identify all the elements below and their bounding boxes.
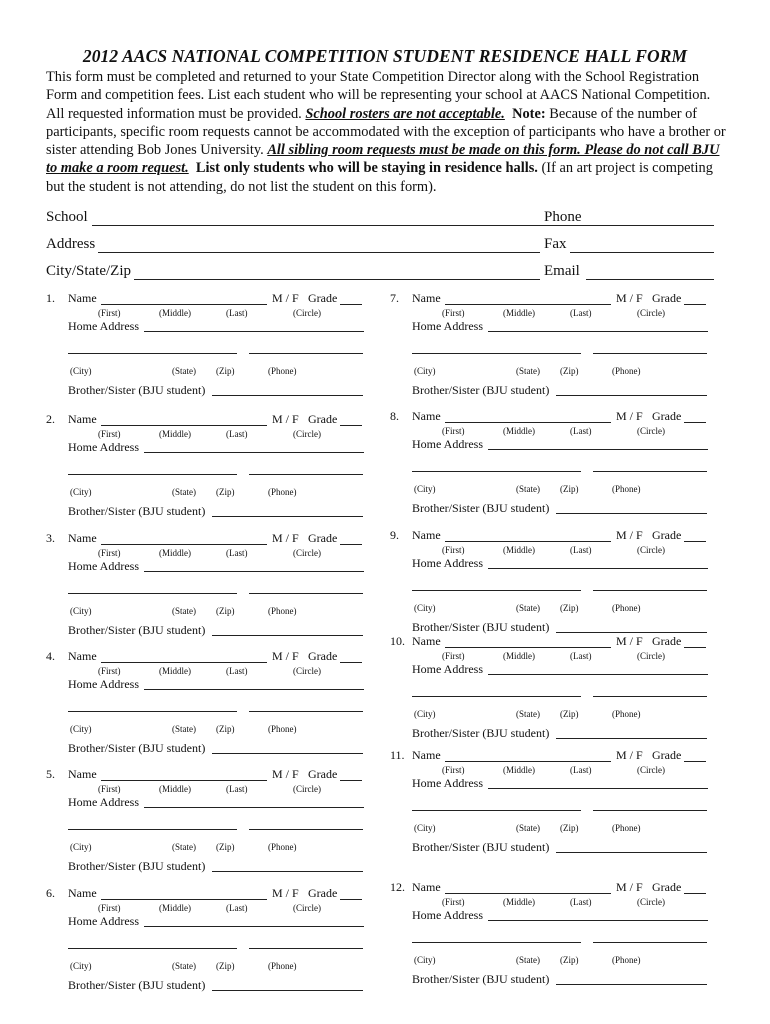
middle-sublabel: (Middle) xyxy=(159,666,191,676)
entry-phone-sublabel: (Phone) xyxy=(268,366,297,376)
fax-label: Fax xyxy=(544,236,567,252)
student-entry xyxy=(390,880,725,990)
name-label: Name xyxy=(412,409,441,423)
phone-input-line[interactable] xyxy=(593,353,707,354)
grade-input-line[interactable] xyxy=(340,304,362,305)
entry-phone-sublabel: (Phone) xyxy=(612,484,641,494)
home-address-label: Home Address xyxy=(412,437,483,451)
student-entry xyxy=(46,412,381,522)
entry-number: 1. xyxy=(46,291,55,305)
entry-number: 6. xyxy=(46,886,55,900)
state-sublabel: (State) xyxy=(516,603,540,613)
last-sublabel: (Last) xyxy=(226,784,248,794)
address-input-line[interactable] xyxy=(98,252,540,253)
student-entry xyxy=(46,886,381,996)
city-state-zip-input-line[interactable] xyxy=(412,696,581,697)
sibling-label: Brother/Sister (BJU student) xyxy=(68,504,206,518)
state-sublabel: (State) xyxy=(172,724,196,734)
city-sublabel: (City) xyxy=(70,961,92,971)
city-state-zip-row xyxy=(46,262,716,282)
name-label: Name xyxy=(412,291,441,305)
grade-input-line[interactable] xyxy=(684,761,706,762)
sibling-input-line[interactable] xyxy=(212,635,363,636)
student-entry xyxy=(390,748,725,858)
entry-number: 11. xyxy=(390,748,405,762)
sibling-input-line[interactable] xyxy=(212,395,363,396)
zip-sublabel: (Zip) xyxy=(560,709,579,719)
zip-sublabel: (Zip) xyxy=(560,955,579,965)
last-sublabel: (Last) xyxy=(226,666,248,676)
home-address-input-line[interactable] xyxy=(144,926,364,927)
grade-input-line[interactable] xyxy=(684,893,706,894)
sibling-label: Brother/Sister (BJU student) xyxy=(412,383,550,397)
home-address-label: Home Address xyxy=(68,319,139,333)
first-sublabel: (First) xyxy=(98,548,121,558)
grade-label: Grade xyxy=(652,748,682,762)
state-sublabel: (State) xyxy=(172,487,196,497)
email-label: Email xyxy=(544,263,580,279)
sibling-label: Brother/Sister (BJU student) xyxy=(68,623,206,637)
circle-sublabel: (Circle) xyxy=(293,903,321,913)
middle-sublabel: (Middle) xyxy=(503,545,535,555)
home-address-input-line[interactable] xyxy=(488,449,708,450)
entry-phone-sublabel: (Phone) xyxy=(612,955,641,965)
last-sublabel: (Last) xyxy=(226,308,248,318)
city-sublabel: (City) xyxy=(414,366,436,376)
entry-number: 4. xyxy=(46,649,55,663)
circle-sublabel: (Circle) xyxy=(293,666,321,676)
entry-number: 3. xyxy=(46,531,55,545)
city-sublabel: (City) xyxy=(70,842,92,852)
state-sublabel: (State) xyxy=(516,366,540,376)
middle-sublabel: (Middle) xyxy=(503,897,535,907)
grade-label: Grade xyxy=(308,531,338,545)
gender-label[interactable]: M / F xyxy=(272,886,299,900)
home-address-input-line[interactable] xyxy=(488,568,708,569)
sibling-input-line[interactable] xyxy=(556,513,707,514)
phone-input-line[interactable] xyxy=(593,942,707,943)
state-sublabel: (State) xyxy=(516,709,540,719)
last-sublabel: (Last) xyxy=(570,765,592,775)
last-sublabel: (Last) xyxy=(226,548,248,558)
circle-sublabel: (Circle) xyxy=(637,651,665,661)
sibling-instructions: All sibling room requests must be made on this form. Please do not call BJU to make a room request. xyxy=(46,142,720,177)
entry-number: 5. xyxy=(46,767,55,781)
first-sublabel: (First) xyxy=(442,897,465,907)
name-label: Name xyxy=(68,412,97,426)
sibling-label: Brother/Sister (BJU student) xyxy=(68,978,206,992)
sibling-input-line[interactable] xyxy=(556,395,707,396)
gender-label[interactable]: M / F xyxy=(272,649,299,663)
home-address-label: Home Address xyxy=(68,795,139,809)
rosters-warning: School rosters are not acceptable. xyxy=(305,105,505,122)
student-entry xyxy=(390,634,725,744)
home-address-label: Home Address xyxy=(68,914,139,928)
grade-input-line[interactable] xyxy=(684,541,706,542)
student-entry xyxy=(46,649,381,759)
phone-input-line[interactable] xyxy=(249,474,363,475)
entry-phone-sublabel: (Phone) xyxy=(268,606,297,616)
city-sublabel: (City) xyxy=(414,603,436,613)
city-sublabel: (City) xyxy=(70,487,92,497)
grade-input-line[interactable] xyxy=(340,425,362,426)
name-input-line[interactable] xyxy=(445,304,611,305)
entry-phone-sublabel: (Phone) xyxy=(612,823,641,833)
first-sublabel: (First) xyxy=(442,651,465,661)
grade-label: Grade xyxy=(308,412,338,426)
gender-label[interactable]: M / F xyxy=(272,291,299,305)
zip-sublabel: (Zip) xyxy=(560,823,579,833)
circle-sublabel: (Circle) xyxy=(637,426,665,436)
city-sublabel: (City) xyxy=(70,366,92,376)
gender-label[interactable]: M / F xyxy=(616,880,643,894)
name-input-line[interactable] xyxy=(101,780,267,781)
middle-sublabel: (Middle) xyxy=(503,426,535,436)
grade-input-line[interactable] xyxy=(340,780,362,781)
school-row xyxy=(46,208,716,228)
middle-sublabel: (Middle) xyxy=(159,308,191,318)
circle-sublabel: (Circle) xyxy=(293,548,321,558)
middle-sublabel: (Middle) xyxy=(159,548,191,558)
list-only-instruction: List only students who will be staying in residence halls. xyxy=(195,160,538,177)
home-address-label: Home Address xyxy=(412,662,483,676)
zip-sublabel: (Zip) xyxy=(216,606,235,616)
entry-phone-sublabel: (Phone) xyxy=(268,961,297,971)
home-address-input-line[interactable] xyxy=(144,807,364,808)
city-state-zip-input-line[interactable] xyxy=(68,711,237,712)
phone-input-line[interactable] xyxy=(249,593,363,594)
entry-phone-sublabel: (Phone) xyxy=(612,366,641,376)
entry-number: 9. xyxy=(390,528,399,542)
first-sublabel: (First) xyxy=(442,545,465,555)
state-sublabel: (State) xyxy=(172,606,196,616)
sibling-input-line[interactable] xyxy=(212,990,363,991)
entry-number: 8. xyxy=(390,409,399,423)
entry-phone-sublabel: (Phone) xyxy=(268,842,297,852)
phone-input-line[interactable] xyxy=(249,353,363,354)
city-state-zip-input-line[interactable] xyxy=(412,942,581,943)
student-entry xyxy=(46,531,381,641)
name-label: Name xyxy=(68,531,97,545)
entry-phone-sublabel: (Phone) xyxy=(268,724,297,734)
grade-input-line[interactable] xyxy=(684,304,706,305)
home-address-label: Home Address xyxy=(412,776,483,790)
sibling-label: Brother/Sister (BJU student) xyxy=(412,501,550,515)
entry-number: 10. xyxy=(390,634,405,648)
note-label: Note: xyxy=(512,105,546,122)
phone-input-line[interactable] xyxy=(249,829,363,830)
name-label: Name xyxy=(68,649,97,663)
sibling-label: Brother/Sister (BJU student) xyxy=(68,383,206,397)
city-sublabel: (City) xyxy=(414,484,436,494)
name-label: Name xyxy=(68,767,97,781)
address-label: Address xyxy=(46,236,96,252)
name-label: Name xyxy=(412,634,441,648)
sibling-input-line[interactable] xyxy=(556,738,707,739)
phone-input-line[interactable] xyxy=(593,471,707,472)
last-sublabel: (Last) xyxy=(226,429,248,439)
last-sublabel: (Last) xyxy=(570,545,592,555)
student-entry xyxy=(390,409,725,519)
home-address-label: Home Address xyxy=(68,677,139,691)
circle-sublabel: (Circle) xyxy=(637,308,665,318)
state-sublabel: (State) xyxy=(172,842,196,852)
last-sublabel: (Last) xyxy=(570,651,592,661)
form-title: 2012 AACS NATIONAL COMPETITION STUDENT RESIDENCE HALL FORM xyxy=(82,46,688,66)
phone-input-line[interactable] xyxy=(593,696,707,697)
state-sublabel: (State) xyxy=(516,484,540,494)
zip-sublabel: (Zip) xyxy=(216,961,235,971)
phone-label: Phone xyxy=(544,209,582,225)
grade-label: Grade xyxy=(652,291,682,305)
gender-label[interactable]: M / F xyxy=(272,767,299,781)
city-state-zip-input-line[interactable] xyxy=(134,279,540,280)
gender-label[interactable]: M / F xyxy=(616,409,643,423)
middle-sublabel: (Middle) xyxy=(503,308,535,318)
address-row xyxy=(46,235,716,255)
entry-number: 2. xyxy=(46,412,55,426)
first-sublabel: (First) xyxy=(98,308,121,318)
state-sublabel: (State) xyxy=(172,961,196,971)
last-sublabel: (Last) xyxy=(226,903,248,913)
city-state-zip-input-line[interactable] xyxy=(68,353,237,354)
zip-sublabel: (Zip) xyxy=(216,842,235,852)
sibling-input-line[interactable] xyxy=(212,753,363,754)
entry-phone-sublabel: (Phone) xyxy=(612,709,641,719)
grade-input-line[interactable] xyxy=(340,544,362,545)
grade-input-line[interactable] xyxy=(684,647,706,648)
student-entry xyxy=(46,767,381,877)
home-address-input-line[interactable] xyxy=(144,331,364,332)
home-address-input-line[interactable] xyxy=(488,331,708,332)
middle-sublabel: (Middle) xyxy=(503,651,535,661)
intro-text-1: This form must be completed and returned to your State Competition Director along with the School Registration Form and competition fees. List each student who will be representing your school at AACS National Competition. All requested information must be provided. xyxy=(46,69,711,122)
circle-sublabel: (Circle) xyxy=(293,784,321,794)
middle-sublabel: (Middle) xyxy=(159,429,191,439)
school-input-line[interactable] xyxy=(92,225,586,226)
name-label: Name xyxy=(412,880,441,894)
name-input-line[interactable] xyxy=(101,544,267,545)
first-sublabel: (First) xyxy=(98,903,121,913)
sibling-label: Brother/Sister (BJU student) xyxy=(412,726,550,740)
sibling-input-line[interactable] xyxy=(556,632,707,633)
sibling-input-line[interactable] xyxy=(212,516,363,517)
entry-number: 7. xyxy=(390,291,399,305)
intro-text-2: Because of the number of participants, specific room requests cannot be accommodated with the exception of participants who have a brother or sister attending Bob Jones University. xyxy=(46,105,726,159)
city-sublabel: (City) xyxy=(70,724,92,734)
city-state-zip-input-line[interactable] xyxy=(68,593,237,594)
circle-sublabel: (Circle) xyxy=(293,429,321,439)
grade-label: Grade xyxy=(308,767,338,781)
city-state-zip-input-line[interactable] xyxy=(412,590,581,591)
grade-label: Grade xyxy=(652,880,682,894)
sibling-label: Brother/Sister (BJU student) xyxy=(412,620,550,634)
grade-input-line[interactable] xyxy=(340,899,362,900)
first-sublabel: (First) xyxy=(98,666,121,676)
city-sublabel: (City) xyxy=(414,823,436,833)
student-entry xyxy=(390,528,725,638)
zip-sublabel: (Zip) xyxy=(216,724,235,734)
home-address-label: Home Address xyxy=(412,556,483,570)
home-address-input-line[interactable] xyxy=(144,571,364,572)
grade-label: Grade xyxy=(652,634,682,648)
first-sublabel: (First) xyxy=(442,426,465,436)
home-address-label: Home Address xyxy=(412,908,483,922)
middle-sublabel: (Middle) xyxy=(159,903,191,913)
phone-input-line[interactable] xyxy=(593,590,707,591)
student-entry xyxy=(390,291,725,401)
city-sublabel: (City) xyxy=(414,955,436,965)
city-state-zip-input-line[interactable] xyxy=(68,474,237,475)
name-input-line[interactable] xyxy=(101,899,267,900)
home-address-label: Home Address xyxy=(68,440,139,454)
gender-label[interactable]: M / F xyxy=(272,531,299,545)
grade-label: Grade xyxy=(308,649,338,663)
home-address-input-line[interactable] xyxy=(488,788,708,789)
city-state-zip-label: City/State/Zip xyxy=(46,263,131,279)
name-input-line[interactable] xyxy=(445,761,611,762)
name-input-line[interactable] xyxy=(101,425,267,426)
email-input-line[interactable] xyxy=(586,279,714,280)
zip-sublabel: (Zip) xyxy=(216,487,235,497)
state-sublabel: (State) xyxy=(516,955,540,965)
gender-label[interactable]: M / F xyxy=(272,412,299,426)
phone-input-line[interactable] xyxy=(586,225,714,226)
name-label: Name xyxy=(412,528,441,542)
city-state-zip-input-line[interactable] xyxy=(412,810,581,811)
gender-label[interactable]: M / F xyxy=(616,528,643,542)
student-entry xyxy=(46,291,381,401)
middle-sublabel: (Middle) xyxy=(503,765,535,775)
city-state-zip-input-line[interactable] xyxy=(68,829,237,830)
last-sublabel: (Last) xyxy=(570,426,592,436)
zip-sublabel: (Zip) xyxy=(560,366,579,376)
name-label: Name xyxy=(412,748,441,762)
gender-label[interactable]: M / F xyxy=(616,634,643,648)
home-address-input-line[interactable] xyxy=(488,920,708,921)
phone-input-line[interactable] xyxy=(593,810,707,811)
sibling-label: Brother/Sister (BJU student) xyxy=(412,972,550,986)
city-state-zip-input-line[interactable] xyxy=(412,353,581,354)
circle-sublabel: (Circle) xyxy=(637,897,665,907)
name-label: Name xyxy=(68,291,97,305)
fax-input-line[interactable] xyxy=(570,252,714,253)
sibling-label: Brother/Sister (BJU student) xyxy=(68,859,206,873)
sibling-label: Brother/Sister (BJU student) xyxy=(68,741,206,755)
intro-text-3: (If an art project is competing but the student is not attending, do not list the student on this form). xyxy=(46,160,713,195)
name-label: Name xyxy=(68,886,97,900)
first-sublabel: (First) xyxy=(98,784,121,794)
city-state-zip-input-line[interactable] xyxy=(68,948,237,949)
state-sublabel: (State) xyxy=(172,366,196,376)
sibling-label: Brother/Sister (BJU student) xyxy=(412,840,550,854)
school-label: School xyxy=(46,209,88,225)
circle-sublabel: (Circle) xyxy=(293,308,321,318)
first-sublabel: (First) xyxy=(442,308,465,318)
grade-label: Grade xyxy=(652,528,682,542)
grade-input-line[interactable] xyxy=(340,662,362,663)
sibling-input-line[interactable] xyxy=(212,871,363,872)
grade-input-line[interactable] xyxy=(684,422,706,423)
entry-phone-sublabel: (Phone) xyxy=(268,487,297,497)
name-input-line[interactable] xyxy=(101,304,267,305)
zip-sublabel: (Zip) xyxy=(560,484,579,494)
name-input-line[interactable] xyxy=(445,541,611,542)
entry-phone-sublabel: (Phone) xyxy=(612,603,641,613)
home-address-input-line[interactable] xyxy=(144,452,364,453)
name-input-line[interactable] xyxy=(445,422,611,423)
sibling-input-line[interactable] xyxy=(556,984,707,985)
entry-number: 12. xyxy=(390,880,405,894)
grade-label: Grade xyxy=(652,409,682,423)
zip-sublabel: (Zip) xyxy=(216,366,235,376)
grade-label: Grade xyxy=(308,886,338,900)
city-state-zip-input-line[interactable] xyxy=(412,471,581,472)
phone-input-line[interactable] xyxy=(249,948,363,949)
gender-label[interactable]: M / F xyxy=(616,748,643,762)
home-address-input-line[interactable] xyxy=(488,674,708,675)
state-sublabel: (State) xyxy=(516,823,540,833)
circle-sublabel: (Circle) xyxy=(637,545,665,555)
home-address-input-line[interactable] xyxy=(144,689,364,690)
circle-sublabel: (Circle) xyxy=(637,765,665,775)
name-input-line[interactable] xyxy=(445,893,611,894)
zip-sublabel: (Zip) xyxy=(560,603,579,613)
city-sublabel: (City) xyxy=(70,606,92,616)
grade-label: Grade xyxy=(308,291,338,305)
name-input-line[interactable] xyxy=(445,647,611,648)
home-address-label: Home Address xyxy=(412,319,483,333)
last-sublabel: (Last) xyxy=(570,897,592,907)
sibling-input-line[interactable] xyxy=(556,852,707,853)
city-sublabel: (City) xyxy=(414,709,436,719)
name-input-line[interactable] xyxy=(101,662,267,663)
middle-sublabel: (Middle) xyxy=(159,784,191,794)
form-instructions xyxy=(46,68,730,196)
last-sublabel: (Last) xyxy=(570,308,592,318)
gender-label[interactable]: M / F xyxy=(616,291,643,305)
first-sublabel: (First) xyxy=(442,765,465,775)
home-address-label: Home Address xyxy=(68,559,139,573)
phone-input-line[interactable] xyxy=(249,711,363,712)
first-sublabel: (First) xyxy=(98,429,121,439)
